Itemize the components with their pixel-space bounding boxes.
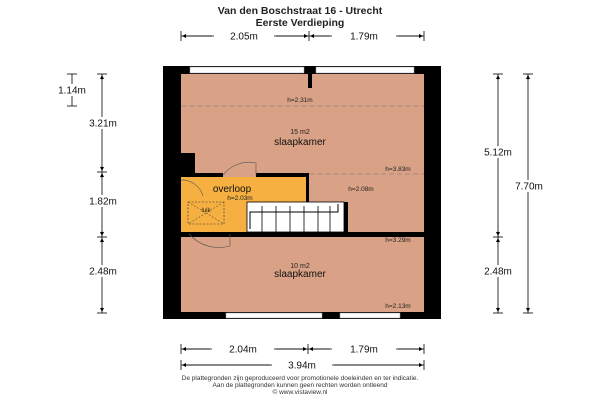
bedroom-top-name: slaapkamer: [274, 137, 326, 148]
dim-right-2: 2.48m: [484, 266, 512, 278]
dim-bottom-left: 2.04m: [229, 344, 257, 356]
dim-bottom-right: 1.79m: [350, 344, 378, 356]
dim-left-3: 1.82m: [89, 196, 117, 208]
height-3: h=2.08m: [348, 186, 374, 193]
top-dimensions: [181, 30, 424, 43]
dim-left-1: 1.14m: [58, 85, 86, 97]
plan-title: Van den Boschstraat 16 - Utrecht: [217, 5, 383, 17]
stairs: [247, 202, 344, 232]
landing-name: overloop: [212, 184, 252, 195]
shaft: [181, 153, 195, 173]
plan-subtitle: Eerste Verdieping: [255, 17, 345, 29]
dim-right-1: 5.12m: [484, 147, 512, 159]
dim-left-2: 3.21m: [89, 118, 117, 130]
bedroom-top-area: 15 m2: [290, 129, 310, 136]
bedroom-bottom-area: 10 m2: [290, 263, 310, 270]
height-1: h=2.31m: [287, 97, 313, 104]
footer-line-3: © www.vistaview.nl: [272, 389, 328, 396]
landing-height: h=2.03m: [227, 195, 253, 202]
dim-top-left: 2.05m: [230, 31, 258, 43]
height-2: h=3.83m: [385, 166, 411, 173]
dim-right-total: 7.70m: [515, 181, 543, 193]
height-5: h=2.13m: [385, 303, 411, 310]
dim-top-right: 1.79m: [350, 31, 378, 43]
dim-left-4: 2.48m: [89, 266, 117, 278]
hatch-label: luik: [201, 208, 211, 214]
bedroom-bottom-name: slaapkamer: [274, 269, 326, 280]
footer-line-1: De plattegronden zijn geproduceerd voor promotionele doeleinden en ter indicatie.: [181, 375, 419, 382]
dim-bottom-total: 3.94m: [288, 360, 316, 372]
footer-line-2: Aan de plattegronden kunnen geen rechten worden ontleend: [212, 382, 388, 389]
height-4: h=3.29m: [385, 237, 411, 244]
